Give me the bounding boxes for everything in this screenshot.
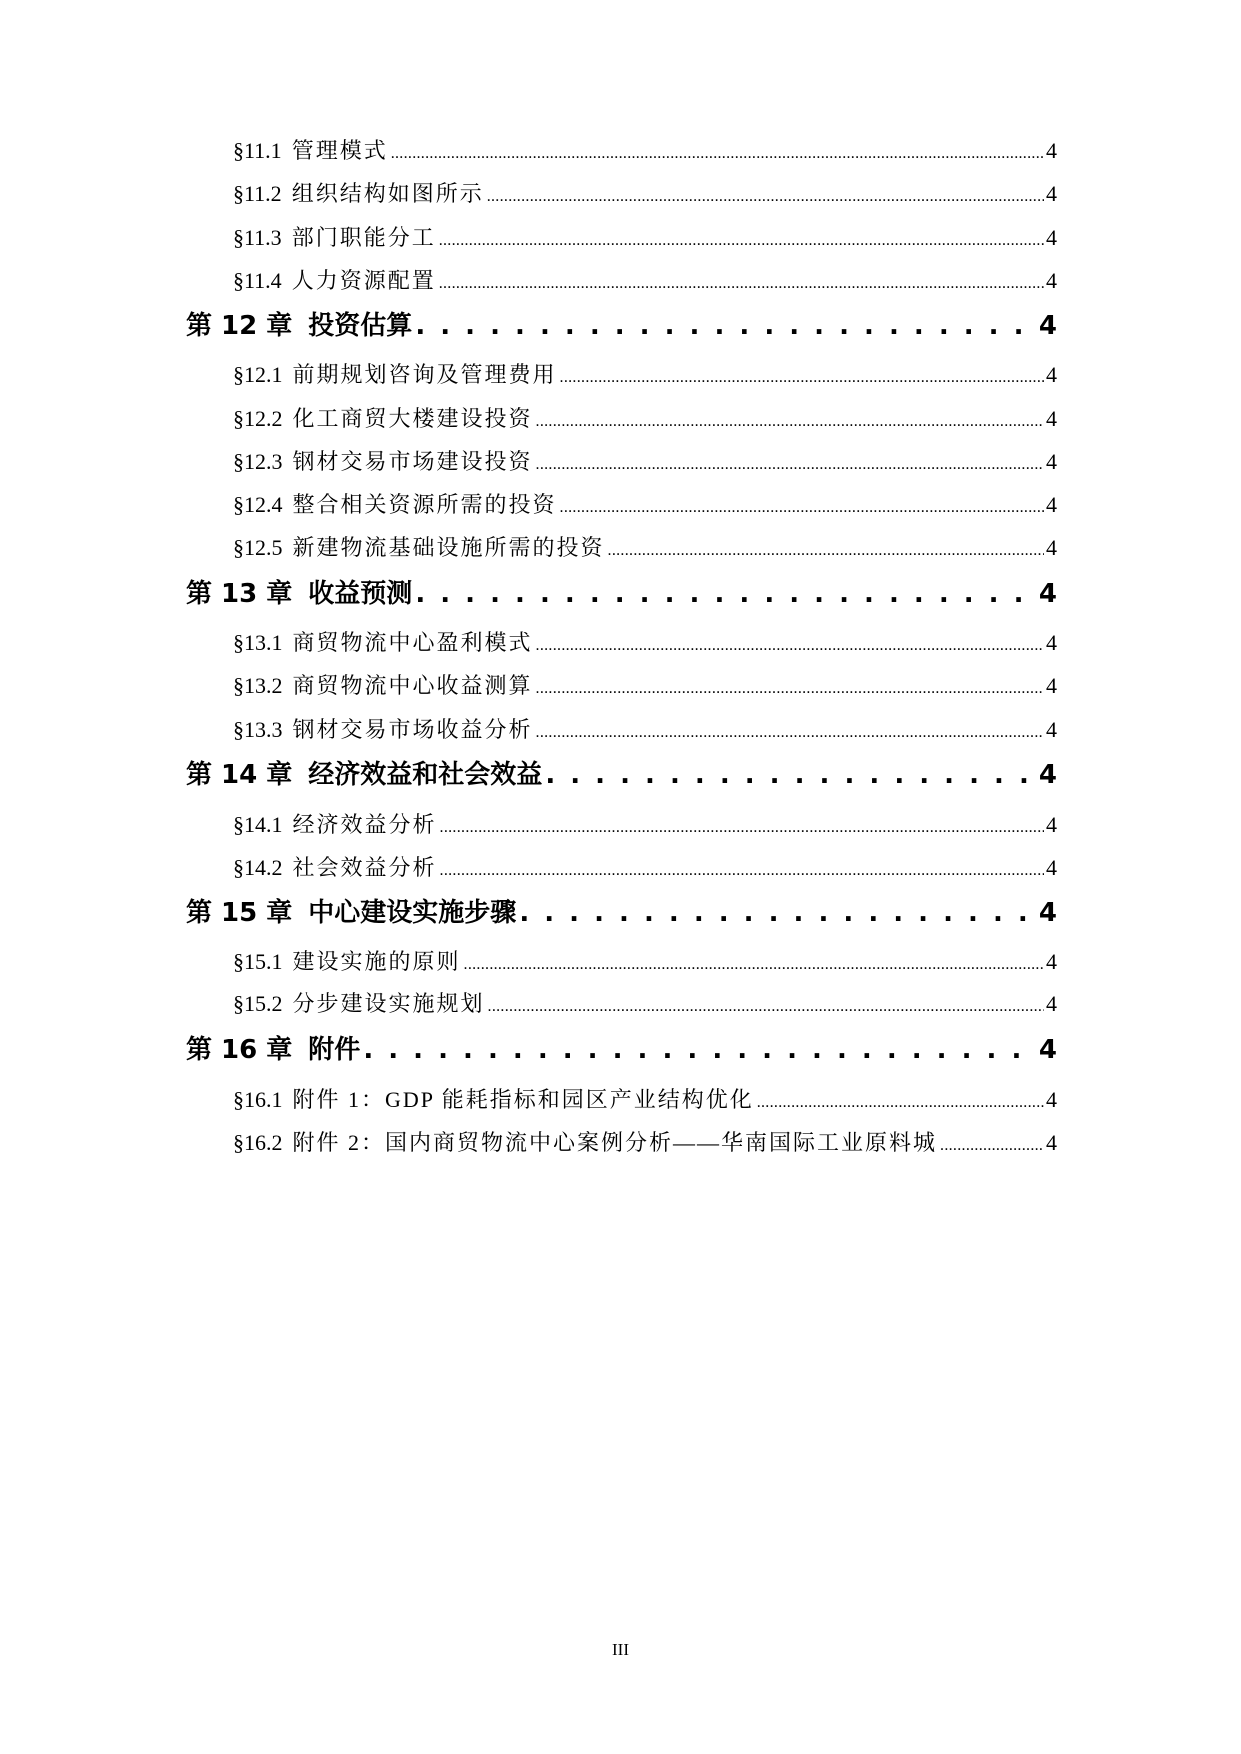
toc-entry-title: 商贸物流中心收益测算 (292, 673, 533, 698)
toc-entry-number: §11.2 (233, 181, 282, 206)
toc-entry-page: 4 (1046, 1130, 1057, 1155)
toc-entry-page: 4 (1046, 492, 1057, 517)
toc-entry-page: 4 (1046, 630, 1057, 655)
dot-leader (536, 448, 1044, 479)
toc-entry-title: 钢材交易市场收益分析 (292, 717, 533, 742)
toc-entry-title: 收益预测 (308, 579, 413, 609)
toc-entry-page: 4 (1046, 855, 1057, 880)
dot-leader (488, 990, 1044, 1021)
dot-leader (536, 672, 1044, 703)
toc-section-entry[interactable] (233, 137, 1057, 168)
dot-leader (940, 1129, 1044, 1160)
dot-leader (363, 1033, 1037, 1067)
toc-entry-page: 4 (1046, 1087, 1057, 1112)
toc-entry-title: 附件 2：国内商贸物流中心案例分析——华南国际工业原料城 (292, 1130, 938, 1155)
toc-section-entry[interactable] (233, 990, 1057, 1021)
toc-entry-number: §14.1 (233, 812, 283, 837)
toc-chapter-entry[interactable] (186, 1033, 1057, 1067)
toc-entry-title: 前期规划咨询及管理费用 (292, 362, 557, 387)
toc-entry-page: 4 (1046, 362, 1057, 387)
toc-section-entry[interactable] (233, 224, 1057, 255)
toc-entry-page: 4 (1038, 760, 1057, 790)
dot-leader (439, 267, 1044, 298)
toc-entry-number: 第 13 章 (186, 579, 293, 609)
toc-entry-title: 附件 (308, 1035, 361, 1065)
toc-entry-number: §12.2 (233, 406, 283, 431)
dot-leader (439, 224, 1044, 255)
toc-entry-page: 4 (1038, 579, 1057, 609)
dot-leader (440, 811, 1044, 842)
toc-entry-page: 4 (1046, 181, 1057, 206)
toc-entry-number: §14.2 (233, 855, 283, 880)
toc-section-entry[interactable] (233, 716, 1057, 747)
toc-entry-page: 4 (1046, 673, 1057, 698)
toc-entry-number: §16.2 (233, 1130, 283, 1155)
dot-leader (415, 309, 1037, 343)
toc-entry-title: 化工商贸大楼建设投资 (292, 406, 533, 431)
toc-entry-title: 管理模式 (291, 138, 388, 163)
dot-leader (757, 1086, 1044, 1117)
toc-section-entry[interactable] (233, 948, 1057, 979)
page-number: III (612, 1640, 629, 1659)
toc-entry-title: 钢材交易市场建设投资 (292, 449, 533, 474)
toc-entry-number: 第 14 章 (186, 760, 293, 790)
dot-leader (560, 361, 1044, 392)
toc-entry-title: 组织结构如图所示 (291, 181, 484, 206)
toc-entry-number: §11.1 (233, 138, 282, 163)
toc-entry-number: §13.3 (233, 717, 283, 742)
toc-entry-page: 4 (1046, 138, 1057, 163)
toc-entry-title: 经济效益和社会效益 (308, 760, 543, 790)
toc-section-entry[interactable] (233, 180, 1057, 211)
toc-entry-number: §16.1 (233, 1087, 283, 1112)
dot-leader (440, 854, 1044, 885)
toc-entry-number: §13.1 (233, 630, 283, 655)
toc-entry-title: 附件 1：GDP 能耗指标和园区产业结构优化 (292, 1087, 754, 1112)
dot-leader (560, 491, 1044, 522)
toc-entry-title: 经济效益分析 (292, 812, 437, 837)
toc-section-entry[interactable] (233, 1129, 1057, 1160)
toc-section-entry[interactable] (233, 491, 1057, 522)
dot-leader (391, 137, 1044, 168)
dot-leader (464, 948, 1044, 979)
toc-entry-title: 建设实施的原则 (292, 949, 461, 974)
toc-entry-page: 4 (1046, 449, 1057, 474)
toc-section-entry[interactable] (233, 267, 1057, 298)
toc-section-entry[interactable] (233, 1086, 1057, 1117)
toc-chapter-entry[interactable] (186, 758, 1057, 792)
toc-entry-number: §12.3 (233, 449, 283, 474)
dot-leader (608, 534, 1044, 565)
toc-entry-title: 商贸物流中心盈利模式 (292, 630, 533, 655)
toc-entry-page: 4 (1046, 406, 1057, 431)
toc-entry-number: §12.4 (233, 492, 283, 517)
toc-entry-page: 4 (1046, 268, 1057, 293)
toc-entry-page: 4 (1046, 991, 1057, 1016)
toc-entry-number: §11.3 (233, 225, 282, 250)
toc-entry-number: 第 16 章 (186, 1035, 293, 1065)
toc-entry-page: 4 (1046, 812, 1057, 837)
dot-leader (415, 577, 1037, 611)
toc-entry-number: §15.2 (233, 991, 283, 1016)
toc-entry-title: 整合相关资源所需的投资 (292, 492, 557, 517)
dot-leader (536, 716, 1044, 747)
toc-entry-page: 4 (1046, 225, 1057, 250)
toc-chapter-entry[interactable] (186, 896, 1057, 930)
toc-entry-page: 4 (1046, 949, 1057, 974)
toc-entry-number: 第 15 章 (186, 898, 293, 928)
dot-leader (519, 896, 1037, 930)
toc-entry-number: 第 12 章 (186, 311, 293, 341)
toc-section-entry[interactable] (233, 534, 1057, 565)
toc-entry-title: 人力资源配置 (291, 268, 436, 293)
toc-section-entry[interactable] (233, 629, 1057, 660)
toc-section-entry[interactable] (233, 854, 1057, 885)
toc-entry-page: 4 (1038, 311, 1057, 341)
dot-leader (545, 758, 1037, 792)
toc-chapter-entry[interactable] (186, 309, 1057, 343)
toc-entry-title: 投资估算 (308, 311, 413, 341)
toc-entry-title: 部门职能分工 (291, 225, 436, 250)
toc-entry-page: 4 (1038, 1035, 1057, 1065)
toc-chapter-entry[interactable] (186, 577, 1057, 611)
toc-entry-number: §11.4 (233, 268, 282, 293)
toc-section-entry[interactable] (233, 811, 1057, 842)
dot-leader (536, 629, 1044, 660)
dot-leader (487, 180, 1044, 211)
toc-section-entry[interactable] (233, 361, 1057, 392)
toc-section-entry[interactable] (233, 672, 1057, 703)
toc-entry-page: 4 (1046, 535, 1057, 560)
toc-section-entry[interactable] (233, 405, 1057, 436)
toc-entry-title: 分步建设实施规划 (292, 991, 485, 1016)
toc-entry-number: §12.1 (233, 362, 283, 387)
toc-section-entry[interactable] (233, 448, 1057, 479)
toc-entry-title: 社会效益分析 (292, 855, 437, 880)
toc-entry-number: §12.5 (233, 535, 283, 560)
toc-entry-title: 新建物流基础设施所需的投资 (292, 535, 605, 560)
toc-entry-number: §15.1 (233, 949, 283, 974)
dot-leader (536, 405, 1044, 436)
toc-entry-page: 4 (1038, 898, 1057, 928)
toc-entry-page: 4 (1046, 717, 1057, 742)
toc-entry-title: 中心建设实施步骤 (308, 898, 517, 928)
toc-entry-number: §13.2 (233, 673, 283, 698)
